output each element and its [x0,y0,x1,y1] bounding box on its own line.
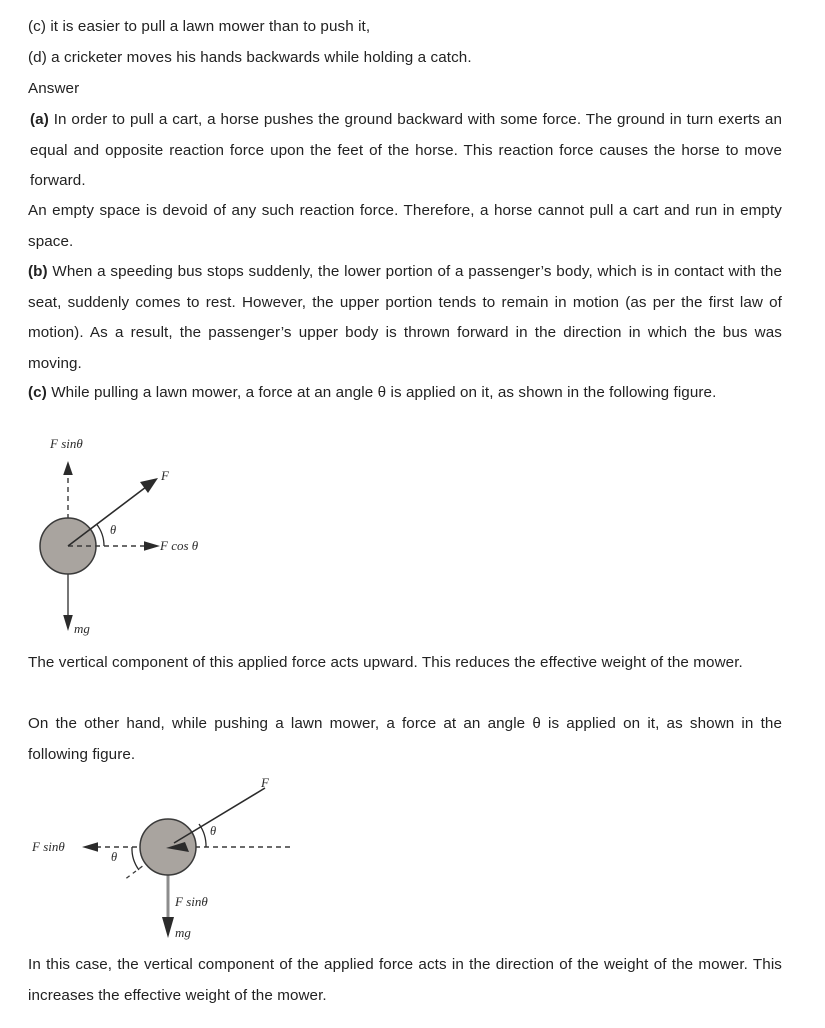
figure-pulling-lawn-mower-svg [20,435,260,650]
label-angle-theta: θ [110,523,117,537]
answer-a-paragraph-1 [30,105,782,197]
label-horizontal-component-F-cos-theta: F cos θ [160,538,199,553]
answer-a-text-1: In order to pull a cart, a horse pushes the ground backward with some force. The ground in turn exerts an equal and opposite reaction force upon the feet of the horse. This reaction force causes the horse to move forward. [30,111,782,189]
figure-pushing-lawn-mower-svg [20,770,320,950]
angle-arc [97,524,105,546]
label-applied-force-F: F [261,775,269,790]
question-option-c: (c) it is easier to pull a lawn mower than to push it, [28,18,371,35]
weight-arrowhead [63,615,73,631]
horizontal-component-arrowhead [144,541,160,551]
paragraph-after-figure-1-b: On the other hand, while pushing a lawn mower, a force at an angle θ is applied on it, as shown in the following figure. [28,715,782,763]
answer-c-marker: (c) [28,384,52,401]
horizontal-component-arrowhead [82,842,98,852]
label-vertical-component-F-sin-theta: F sinθ [175,894,208,909]
answer-a-marker: (a) [30,111,54,128]
label-vertical-component-F-sin-theta: F sinθ [50,436,83,451]
answer-heading: Answer [28,80,80,97]
figure-pulling-lawn-mower [20,435,260,650]
answer-b-text-1: When a speeding bus stops suddenly, the lower portion of a passenger’s body, which is in contact with the seat, suddenly comes to rest. However, the upper portion tends to remain in motion (as per the first law of motion). As a result, the passenger’s upper body is thrown forward in the direction in which the bus was moving. [28,263,783,372]
applied-force-line [68,487,146,546]
figure-pushing-lawn-mower [20,770,320,950]
label-weight-mg: mg [74,621,90,636]
angle-arc-lower [132,847,139,870]
paragraph-after-figure-2: In this case, the vertical component of the applied force acts in the direction of the weight of the mower. This increases the effective weight of the mower. [28,956,782,1004]
label-weight-mg: mg [175,925,191,940]
answer-c-text-1: While pulling a lawn mower, a force at an angle θ is applied on it, as shown in the following figure. [51,384,717,401]
label-horizontal-component-F-sin-theta: F sinθ [32,839,65,854]
answer-b-paragraph-1 [28,257,782,379]
label-applied-force-F: F [161,468,169,483]
label-angle-theta-lower: θ [111,850,118,864]
answer-c-paragraph-1 [28,378,782,409]
lawn-mower-body-circle [140,819,196,875]
answer-a-paragraph-2: An empty space is devoid of any such reaction force. Therefore, a horse cannot pull a cart and run in empty space. [28,202,782,250]
applied-force-arrowhead [140,478,158,493]
paragraph-after-figure-1-a: The vertical component of this applied force acts upward. This reduces the effective weight of the mower. [28,654,743,671]
label-angle-theta-upper: θ [210,824,217,838]
vertical-component-arrowhead [63,461,73,475]
answer-b-marker: (b) [28,263,53,280]
question-option-d: (d) a cricketer moves his hands backwards while holding a catch. [28,49,472,66]
weight-arrowhead [162,917,174,938]
applied-force-line [174,788,265,843]
